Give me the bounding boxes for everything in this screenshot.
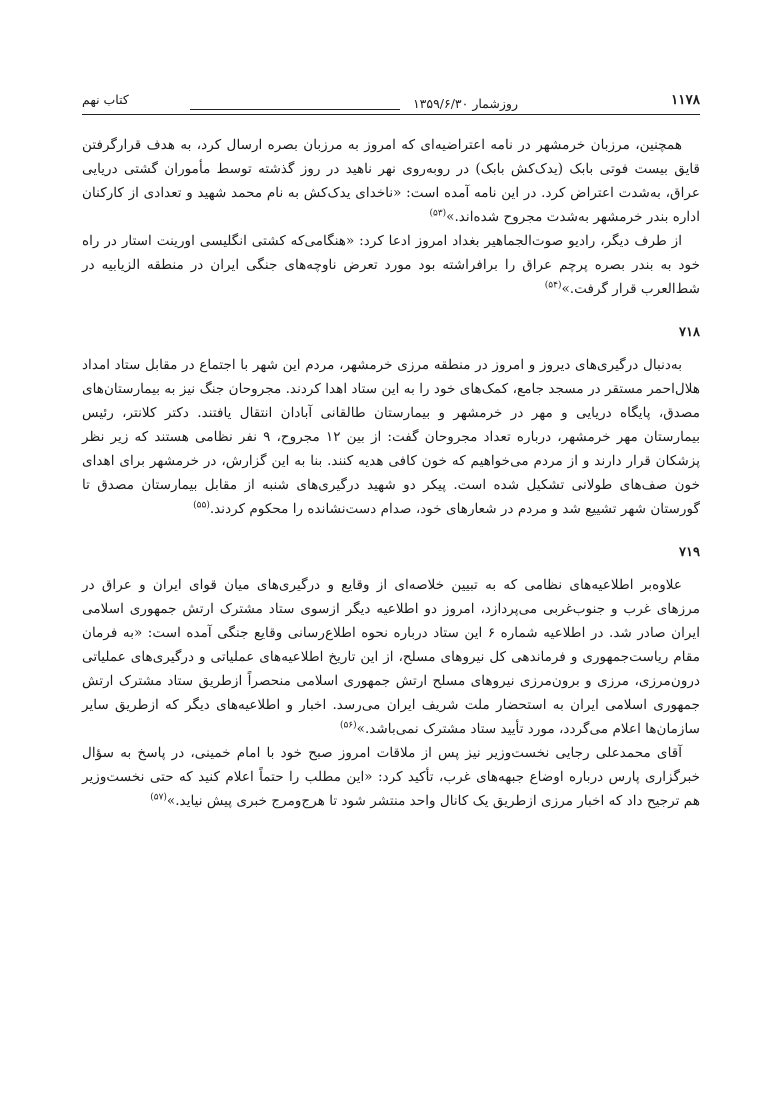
paragraph-text: به‌دنبال درگیری‌های دیروز و امروز در منطقه مرزی خرمشهر، مردم این شهر با اجتماع در مقابل ستاد امداد هلال‌احمر مستقر در مسجد جامع، کمک‌های خود را به این ستاد اهدا کردند. مجروحان جنگ نیز به بیمارستان‌های مصدق، پایگاه دریایی و مهر در خرمشهر و بیمارستان طالقانی آبادان انتقال یافتند. دکتر کلانتر، رئیس بیمارستان مهر خرمشهر، درباره تعداد مجروحان گفت: از بین ۱۲ مجروح، ۹ نفر نظامی هستند که زیر نظر پزشکان قرار دارند و از مردم می‌خواهیم که خون کافی هدیه کنند. بنا به این گزارش، در خرمشهر برای اهدای خون صف‌های طولانی تشکیل شده است. پیکر دو شهید درگیری‌های شنبه از مقابل بیمارستان مصدق تا گورستان شهر تشییع شد و مردم در شعارهای خود، صدام دست‌نشانده را محکوم کردند. bbox=[82, 357, 700, 517]
page-number: ۱۱۷۸ bbox=[670, 92, 700, 108]
paragraph-text: علاوه‌بر اطلاعیه‌های نظامی که به تبیین خلاصه‌ای از وقایع و درگیری‌های میان قوای ایران و عراق در مرزهای غرب و جنوب‌غربی می‌پردازد، امروز دو اطلاعیه دیگر ازسوی ستاد مشترک ارتش جمهوری اسلامی ایران صادر شد. در اطلاعیه شماره ۶ این ستاد درباره نحوه اطلاع‌رسانی وقایع جنگی آمده است: «به فرمان مقام ریاست‌جمهوری و فرماندهی کل نیروهای مسلح، از این تاریخ اطلاعیه‌های عملیاتی و درگیری‌های عملیاتی درون‌مرزی، مرزی و برون‌مرزی نیروهای مسلح ارتش جمهوری اسلامی منحصراً ازطریق ستاد مشترک ارتش جمهوری اسلامی ایران به استحضار ملت شریف ایران می‌رسد. اخبار و اطلاعیه‌های دیگر که ازطریق سایر سازمان‌ها اعلام می‌گردد، مورد تأیید ستاد مشترک نمی‌باشد.» bbox=[82, 577, 700, 737]
book-title: کتاب نهم bbox=[82, 92, 129, 107]
paragraph bbox=[82, 573, 700, 741]
header-divider bbox=[82, 114, 700, 115]
paragraph-text: همچنین، مرزبان خرمشهر در نامه اعتراضیه‌ای که امروز به مرزبان بصره ارسال کرد، به هدف قرارگرفتن قایق بیست فوتی بابک (یدک‌کش بابک) در روبه‌روی نهر ناهید در روز گذشته توسط مأموران گشتی دریایی عراق، به‌شدت اعتراض کرد. در این نامه آمده است: «ناخدای یدک‌کش به نام محمد شهید و تعدادی از کارکنان اداره بندر خرمشهر به‌شدت مجروح شده‌اند.» bbox=[82, 137, 700, 225]
document-body bbox=[82, 133, 700, 813]
paragraph-text: آقای محمدعلی رجایی نخست‌وزیر نیز پس از ملاقات امروز صبح خود با امام خمینی، در پاسخ به سؤال خبرگزاری پارس درباره اوضاع جبهه‌های غرب، تأکید کرد: «این مطلب را حتماً اعلام کنید که حتی نخست‌وزیر هم ترجیح داد که اخبار مرزی ازطریق یک کانال واحد منتشر شود تا هرج‌ومرج خبری پیش نیاید.» bbox=[82, 745, 700, 809]
footnote-ref: (۵۶) bbox=[339, 720, 357, 731]
paragraph-text: از طرف دیگر، رادیو صوت‌الجماهیر بغداد امروز ادعا کرد: «هنگامی‌که کشتی انگلیسی اورینت استار در راه خود به بندر بصره پرچم عراق را برافراشته بود مورد تعرض ناوچه‌های جنگی ایران در منطقه الزیابیه در شط‌العرب قرار گرفت.» bbox=[82, 233, 700, 297]
footnote-ref: (۵۵) bbox=[193, 500, 210, 511]
paragraph bbox=[82, 229, 700, 301]
footnote-ref: (۵۷) bbox=[150, 792, 167, 803]
page-header bbox=[82, 88, 700, 114]
entry-number-718: ۷۱۸ bbox=[679, 325, 700, 340]
footnote-ref: (۵۴) bbox=[544, 280, 562, 291]
document-page bbox=[82, 88, 700, 813]
paragraph bbox=[82, 133, 700, 229]
header-rule-segment bbox=[190, 109, 400, 110]
paragraph bbox=[82, 741, 700, 813]
footnote-ref: (۵۳) bbox=[429, 208, 447, 219]
running-title: روزشمار ۱۳۵۹/۶/۳۰ bbox=[412, 96, 518, 111]
paragraph bbox=[82, 353, 700, 521]
entry-number-719: ۷۱۹ bbox=[679, 545, 700, 560]
